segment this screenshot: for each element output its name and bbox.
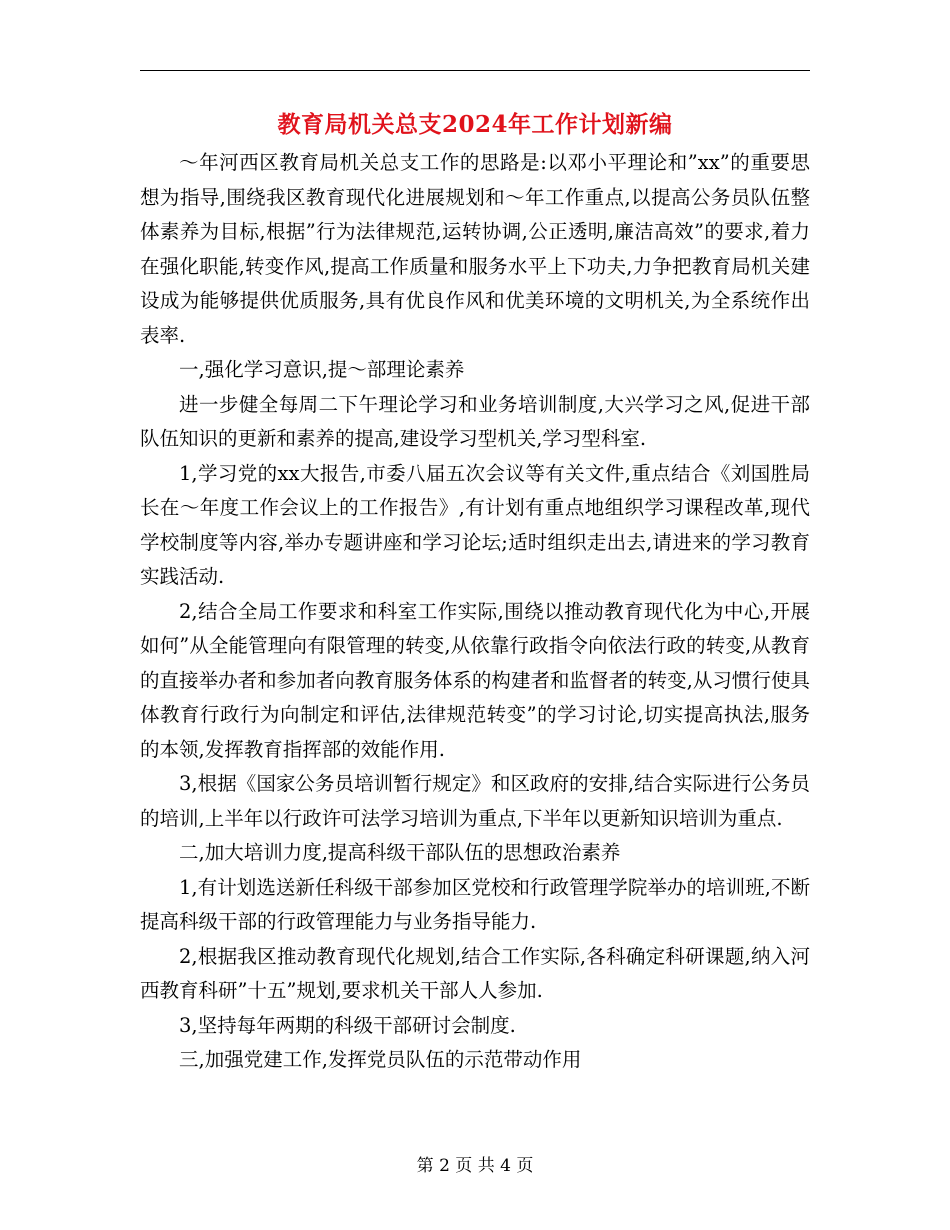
paragraph-intro: ～年河西区教育局机关总支工作的思路是:以邓小平理论和”xx”的重要思想为指导,围绕我区教育现代化进展规划和～年工作重点,以提高公务员队伍整体素养为目标,根据”行为法律规范,运转协调,公正透明,廉洁高效”的要求,着力在强化职能,转变作风,提高工作质量和服务水平上下功夫,力争把教育局机关建设成为能够提供优质服务,具有优良作风和优美环境的文明机关,为全系统作出表率.	[140, 151, 810, 347]
document-title: 教育局机关总支2024年工作计划新编	[277, 111, 673, 138]
header-rule	[140, 70, 810, 71]
list-item: 1,有计划选送新任科级干部参加区党校和行政管理学院举办的培训班,不断提高科级干部的行政管理能力与业务指导能力.	[140, 875, 810, 933]
paragraph: 进一步健全每周二下午理论学习和业务培训制度,大兴学习之风,促进干部队伍知识的更新和素养的提高,建设学习型机关,学习型科室.	[140, 392, 810, 450]
section-heading-1: 一,强化学习意识,提～部理论素养	[179, 358, 465, 381]
list-item: 2,根据我区推动教育现代化规划,结合工作实际,各科确定科研课题,纳入河西教育科研”十五”规划,要求机关干部人人参加.	[140, 944, 810, 1002]
list-item: 3,坚持每年两期的科级干部研讨会制度.	[179, 1013, 516, 1037]
list-item: 1,学习党的xx大报告,市委八届五次会议等有关文件,重点结合《刘国胜局长在～年度工作会议上的工作报告》,有计划有重点地组织学习课程改革,现代学校制度等内容,举办专题讲座和学习论坛;适时组织走出去,请进来的学习教育实践活动.	[140, 461, 810, 588]
list-item: 3,根据《国家公务员培训暂行规定》和区政府的安排,结合实际进行公务员的培训,上半年以行政许可法学习培训为重点,下半年以更新知识培训为重点.	[140, 772, 810, 830]
page-number-footer: 第 2 页 共 4 页	[416, 1156, 534, 1176]
section-heading-2: 二,加大培训力度,提高科级干部队伍的思想政治素养	[179, 841, 621, 864]
list-item: 2,结合全局工作要求和科室工作实际,围绕以推动教育现代化为中心,开展如何”从全能管理向有限管理的转变,从依靠行政指令向依法行政的转变,从教育的直接举办者和参加者向教育服务体系的构建者和监督者的转变,从习惯行使具体教育行政行为向制定和评估,法律规范转变”的学习讨论,切实提高执法,服务的本领,发挥教育指挥部的效能作用.	[140, 599, 810, 761]
section-heading-3: 三,加强党建工作,发挥党员队伍的示范带动作用	[179, 1048, 582, 1071]
document-body	[140, 146, 810, 1078]
